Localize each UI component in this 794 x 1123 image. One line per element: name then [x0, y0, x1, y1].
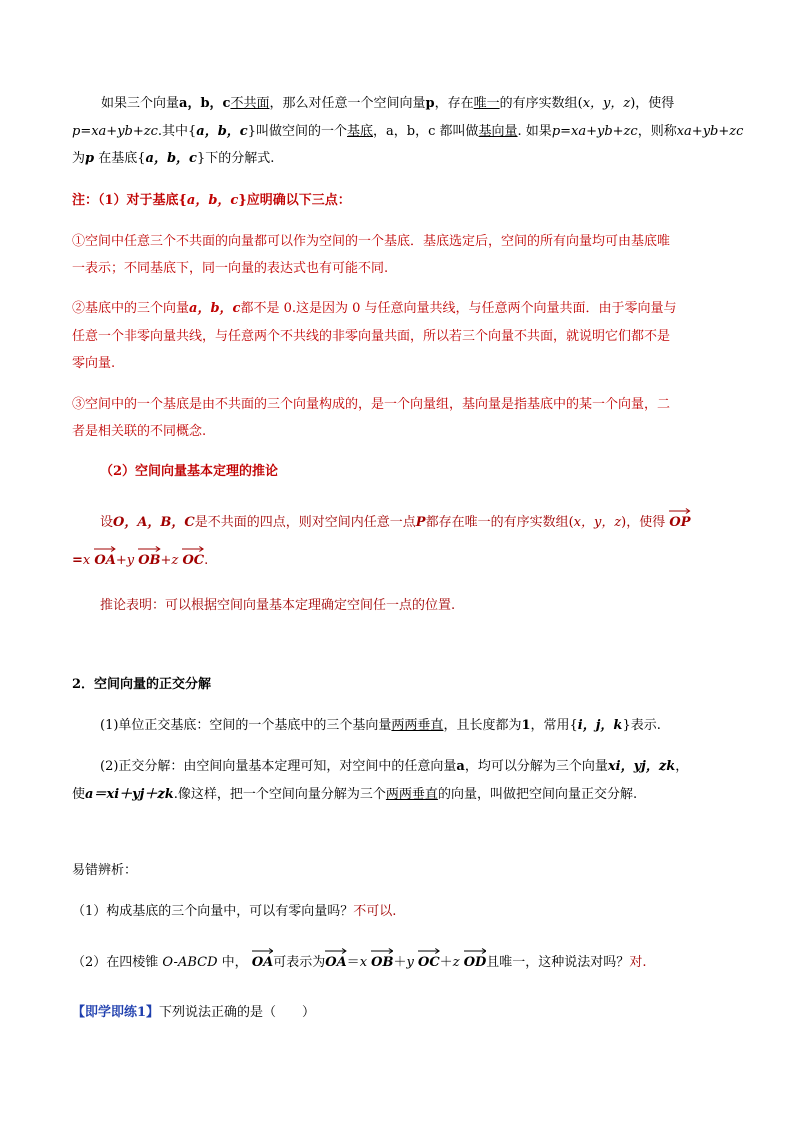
text: 是不共面的四点，则对空间内任意一点: [194, 515, 416, 530]
exercise-tag: 【即学即练1】: [72, 1005, 160, 1020]
text: a: [456, 759, 465, 774]
text: p: [425, 96, 435, 111]
exercise-line: [72, 1004, 315, 1022]
text: 在基底{: [98, 151, 146, 166]
text: 唯一: [473, 96, 500, 111]
text: 对.: [629, 955, 647, 970]
text: p: [85, 151, 95, 166]
text: )，使得: [630, 96, 675, 111]
text: OB: [371, 955, 394, 970]
corollary-remark: 推论表明：可以根据空间向量基本定理确定空间任一点的位置.: [100, 598, 456, 613]
text: y: [126, 553, 135, 568]
exercise-text: 下列说法正确的是（ ）: [159, 1005, 316, 1020]
text: （2）在四棱锥: [72, 955, 159, 970]
text: a，b，c: [189, 301, 241, 316]
text: 中，: [221, 955, 248, 970]
text: ，那么对任意一个空间向量: [269, 96, 426, 111]
note-heading: [72, 192, 351, 210]
section-2-heading: 2．空间向量的正交分解: [72, 677, 212, 692]
text: 注：（1）对于基底{: [72, 193, 187, 208]
text: 两两垂直: [391, 718, 444, 733]
text: ②基底中的三个向量: [72, 301, 190, 316]
text: 为: [72, 151, 86, 166]
text: OA: [94, 553, 116, 568]
basis-definition-line-2: [72, 123, 743, 141]
note-item-2-line-1: [72, 300, 677, 318]
text: ＋: [393, 955, 407, 970]
vector-oa-1: [252, 950, 273, 972]
text: y: [406, 955, 414, 970]
text: O，A，B，C: [113, 515, 195, 530]
text: a，b，c: [196, 124, 248, 139]
text: }叫做空间的一个: [247, 124, 348, 139]
text: x: [82, 553, 91, 568]
vector-od: [464, 950, 487, 972]
text: a，b，c: [179, 96, 231, 111]
text: P: [415, 515, 426, 530]
text: 可表示为: [273, 955, 326, 970]
text: }应明确以下三点：: [238, 193, 351, 208]
text: ，均可以分解为三个向量: [464, 759, 608, 774]
text: +: [115, 553, 127, 568]
text: .其中{: [157, 124, 197, 139]
text: (2)正交分解：由空间向量基本定理可知，对空间中的任意向量: [100, 759, 457, 774]
text: ，常用{: [530, 718, 578, 733]
text: 不共面: [230, 96, 270, 111]
text: OA: [251, 955, 274, 970]
text: OD: [463, 955, 487, 970]
text: +: [160, 553, 172, 568]
text: 都不是 0.这是因为 0 与任意向量共线，与任意两个向量共面．由于零向量与: [240, 301, 677, 316]
note-item-3-line-2: 者是相关联的不同概念.: [72, 424, 207, 439]
corollary-line-1: [100, 510, 691, 532]
note-item-2-line-2: 任意一个非零向量共线，与任意两个不共线的非零向量共面，所以若三个向量不共面，就说明它们都不是: [72, 329, 671, 344]
text: ，则称: [637, 124, 677, 139]
pitfall-2: [72, 950, 646, 972]
text: }表示.: [622, 718, 661, 733]
text: 如果三个向量: [101, 96, 180, 111]
text: a，b，c: [145, 151, 197, 166]
text: ，: [675, 759, 689, 774]
note-item-3-line-1: ③空间中的一个基底是由不共面的三个向量构成的，是一个向量组，基向量是指基底中的某一个向量，二: [72, 397, 671, 412]
text: 设: [100, 515, 114, 530]
text: ，a，b，c 都叫做: [373, 124, 479, 139]
vector-oa-2: [325, 950, 346, 972]
text: ，且长度都为: [443, 718, 522, 733]
text: 不可以.: [353, 904, 397, 919]
vector-oa: [94, 548, 115, 570]
text: x: [359, 955, 368, 970]
text: a＝xi＋yj＋zk: [85, 787, 174, 802]
vector-ob: [138, 548, 160, 570]
text: i，j，k: [577, 718, 623, 733]
basis-definition-line-1: [101, 95, 674, 113]
text: x，y，z: [582, 96, 631, 111]
text: (1)单位正交基底：空间的一个基底中的三个基向量: [100, 718, 392, 733]
text: a，b，c: [186, 193, 239, 208]
text: p=xa+yb+zc: [72, 124, 158, 139]
section-2-unit-basis: [100, 717, 661, 735]
text: 且唯一，这种说法对吗？: [486, 955, 630, 970]
section-2-decomposition-line-2: [72, 786, 637, 804]
text: 都存在唯一的有序实数组(: [425, 515, 574, 530]
text: xi，yj，zk: [607, 759, 676, 774]
text: 的向量，叫做把空间向量正交分解.: [437, 787, 638, 802]
note-item-2-line-3: 零向量.: [72, 356, 116, 371]
text: . 如果: [517, 124, 552, 139]
text: O-ABCD: [162, 955, 218, 970]
text: 基底: [347, 124, 374, 139]
text: 使: [72, 787, 86, 802]
pitfalls-heading: 易错辨析：: [72, 863, 138, 878]
vector-oc: [418, 950, 440, 972]
pitfall-1: [72, 903, 396, 921]
text: ＋: [439, 955, 453, 970]
text: OB: [138, 553, 161, 568]
text: }下的分解式.: [196, 151, 275, 166]
text: ，存在: [434, 96, 474, 111]
text: OC: [182, 553, 205, 568]
section-2-decomposition-line-1: [100, 758, 688, 776]
text: （1）构成基底的三个向量中，可以有零向量吗？: [72, 904, 354, 919]
vector-ob: [371, 950, 393, 972]
text: =: [72, 553, 83, 568]
text: OA: [325, 955, 347, 970]
text: OP: [669, 515, 691, 530]
note-item-1-line-1: ①空间中任意三个不共面的向量都可以作为空间的一个基底．基底选定后，空间的所有向量均可由基底唯: [72, 234, 671, 249]
text: xa+yb+zc: [676, 124, 744, 139]
text: 两两垂直: [385, 787, 438, 802]
text: OC: [418, 955, 440, 970]
text: ＝: [346, 955, 360, 970]
vector-op: [669, 510, 690, 532]
text: 1: [521, 718, 531, 733]
text: x，y，z: [573, 515, 622, 530]
text: z: [171, 553, 179, 568]
text: p=xa+yb+zc: [551, 124, 638, 139]
text: z: [452, 955, 460, 970]
text: 基向量: [478, 124, 518, 139]
corollary-heading: （2）空间向量基本定理的推论: [100, 464, 279, 479]
note-item-1-line-2: 一表示；不同基底下，同一向量的表达式也有可能不同.: [72, 261, 389, 276]
vector-oc: [182, 548, 204, 570]
corollary-equation: [72, 548, 208, 570]
text: 的有序实数组(: [499, 96, 583, 111]
text: )，使得: [621, 515, 666, 530]
text: .: [204, 553, 209, 568]
text: .像这样，把一个空间向量分解为三个: [173, 787, 386, 802]
basis-definition-line-3: [72, 150, 274, 168]
